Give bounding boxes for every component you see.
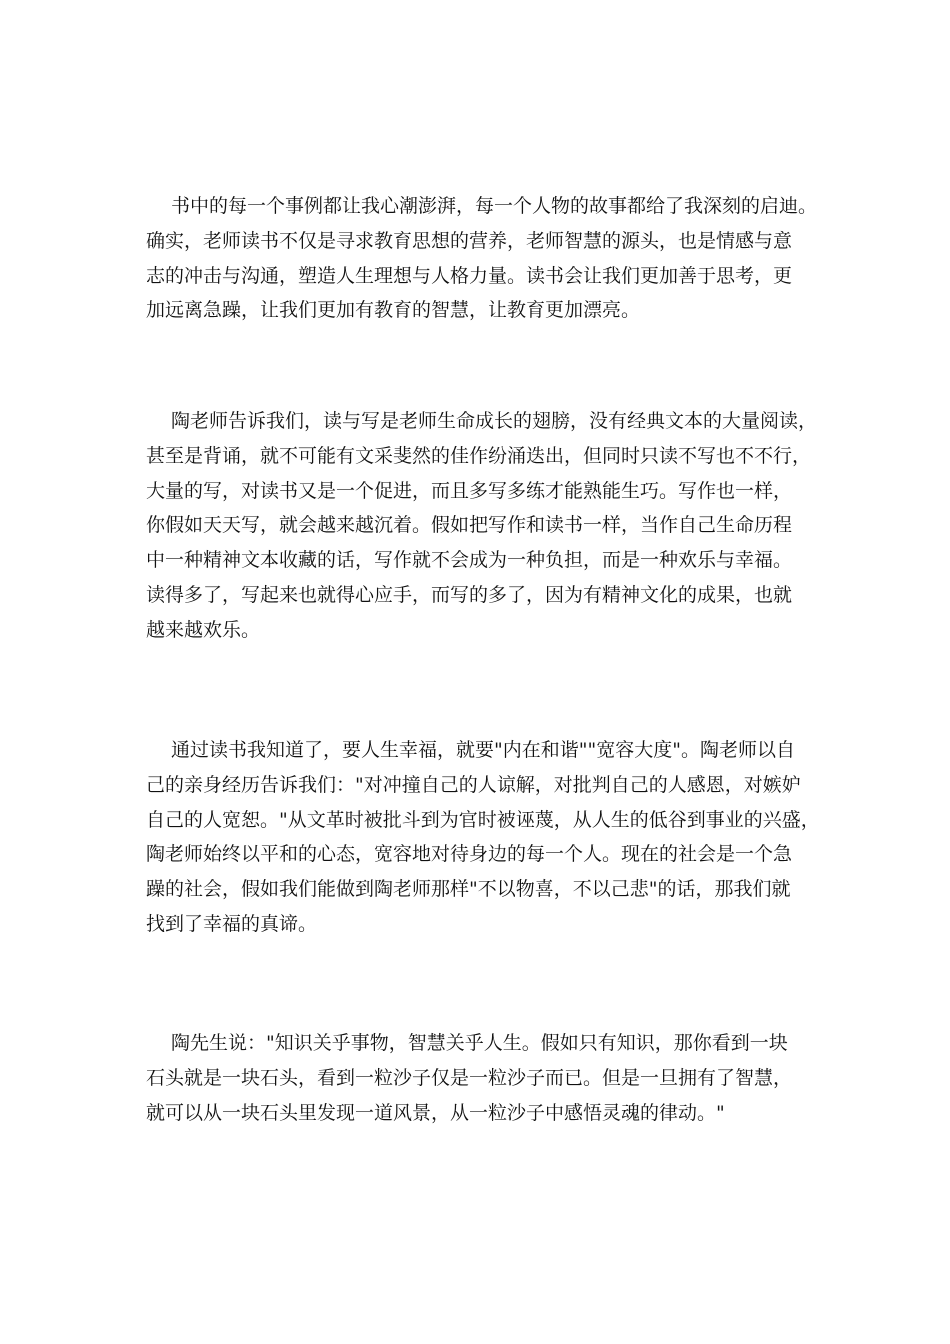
paragraph-line: 陶老师告诉我们，读与写是老师生命成长的翅膀，没有经典文本的大量阅读，: [171, 410, 818, 432]
paragraph-2: [146, 404, 826, 648]
paragraph-line: 越来越欢乐。: [146, 618, 261, 641]
paragraph-line: 陶老师始终以平和的心态，宽容地对待身边的每一个人。现在的社会是一个急: [146, 843, 793, 866]
paragraph-line: 陶先生说："知识关乎事物，智慧关乎人生。假如只有知识，那你看到一块: [171, 1032, 788, 1054]
paragraph-line: 甚至是背诵，就不可能有文采斐然的佳作纷涌迭出，但同时只读不写也不不行，: [146, 444, 812, 467]
paragraph-line: 找到了幸福的真谛。: [146, 912, 318, 935]
paragraph-line: 躁的社会，假如我们能做到陶老师那样"不以物喜，不以己悲"的话，那我们就: [146, 878, 791, 901]
paragraph-4: [146, 1026, 826, 1130]
paragraph-line: 大量的写，对读书又是一个促进，而且多写多练才能熟能生巧。写作也一样，: [146, 479, 793, 502]
paragraph-line: 石头就是一块石头，看到一粒沙子仅是一粒沙子而已。但是一旦拥有了智慧，: [146, 1066, 793, 1089]
paragraph-line: 中一种精神文本收藏的话，写作就不会成为一种负担，而是一种欢乐与幸福。: [146, 549, 793, 572]
paragraph-line: 就可以从一块石头里发现一道风景，从一粒沙子中感悟灵魂的律动。": [146, 1101, 725, 1124]
paragraph-line: 读得多了，写起来也就得心应手，而写的多了，因为有精神文化的成果，也就: [146, 583, 793, 606]
paragraph-line: 加远离急躁，让我们更加有教育的智慧，让教育更加漂亮。: [146, 299, 641, 322]
paragraph-line: 自己的人宽恕。"从文革时被批斗到为官时被诬蔑，从人生的低谷到事业的兴盛，: [146, 808, 820, 831]
paragraph-line: 书中的每一个事例都让我心潮澎湃，每一个人物的故事都给了我深刻的启迪。: [171, 195, 818, 217]
paragraph-1: [146, 189, 826, 328]
paragraph-line: 己的亲身经历告诉我们："对冲撞自己的人谅解，对批判自己的人感恩，对嫉妒: [146, 773, 801, 796]
paragraph-line: 你假如天天写，就会越来越沉着。假如把写作和读书一样，当作自己生命历程: [146, 514, 793, 537]
paragraph-line: 通过读书我知道了，要人生幸福，就要"内在和谐""宽容大度"。陶老师以自: [171, 739, 795, 761]
paragraph-line: 确实，老师读书不仅是寻求教育思想的营养，老师智慧的源头，也是情感与意: [146, 229, 793, 252]
paragraph-3: [146, 733, 826, 942]
paragraph-line: 志的冲击与沟通，塑造人生理想与人格力量。读书会让我们更加善于思考，更: [146, 264, 793, 287]
